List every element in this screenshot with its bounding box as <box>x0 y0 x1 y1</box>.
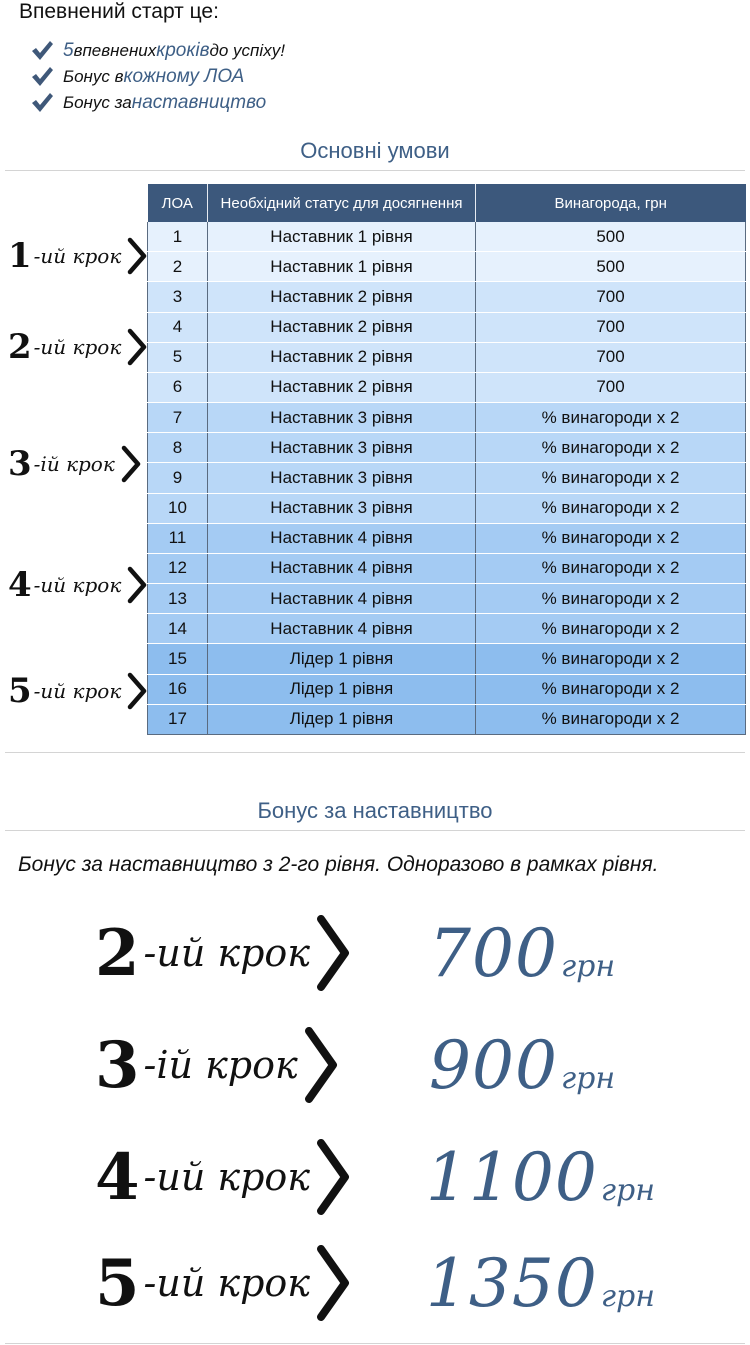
table-row <box>148 614 746 644</box>
checklist-text: Бонус за <box>63 93 132 112</box>
cell-status: Наставник 4 рівня <box>208 614 476 644</box>
cell-reward: 500 <box>476 252 746 282</box>
cell-loa: 14 <box>148 614 208 644</box>
chevron-right-icon <box>127 237 147 275</box>
bonus-amount: 700 <box>429 914 558 992</box>
step-label <box>8 236 147 276</box>
bonus-step-word: -ий крок <box>143 931 310 975</box>
cell-reward: 700 <box>476 372 746 402</box>
bonus-step-word: -ий крок <box>143 1261 310 1305</box>
bonus-step-number: 4 <box>95 1139 140 1215</box>
cell-reward: 700 <box>476 312 746 342</box>
divider <box>5 170 745 171</box>
table-row <box>148 644 746 674</box>
checklist-item <box>30 64 285 90</box>
table-row <box>148 222 746 252</box>
cell-reward: % винагороди х 2 <box>476 463 746 493</box>
cell-status: Наставник 2 рівня <box>208 372 476 402</box>
cell-status: Наставник 1 рівня <box>208 252 476 282</box>
cell-status: Лідер 1 рівня <box>208 674 476 704</box>
bonus-step-number: 2 <box>95 915 140 991</box>
bonus-currency: грн <box>600 1278 655 1314</box>
cell-loa: 16 <box>148 674 208 704</box>
checklist-text: наставництво <box>131 92 267 113</box>
checklist-item <box>30 38 285 64</box>
bonus-currency: грн <box>560 948 616 984</box>
column-header-status: Необхідний статус для досягнення <box>208 184 476 222</box>
step-label <box>8 565 147 605</box>
bonus-step-word: -ий крок <box>143 1155 310 1199</box>
cell-loa: 10 <box>148 493 208 523</box>
table-row <box>148 584 746 614</box>
cell-loa: 15 <box>148 644 208 674</box>
cell-status: Наставник 2 рівня <box>208 312 476 342</box>
cell-reward: % винагороди х 2 <box>476 704 746 734</box>
step-number: 1 <box>8 236 32 276</box>
cell-status: Наставник 1 рівня <box>208 222 476 252</box>
chevron-right-icon <box>304 1025 338 1105</box>
checklist-text: впевнених <box>73 41 157 60</box>
cell-reward: 700 <box>476 342 746 372</box>
chevron-right-icon <box>121 445 141 483</box>
table-row <box>148 312 746 342</box>
checklist-text: кроків <box>156 40 210 61</box>
step-label <box>8 671 147 711</box>
cell-loa: 11 <box>148 523 208 553</box>
step-label <box>8 327 147 367</box>
step-word: -ий крок <box>33 335 122 359</box>
table-row <box>148 493 746 523</box>
cell-status: Наставник 2 рівня <box>208 342 476 372</box>
step-word: -ий крок <box>33 573 122 597</box>
divider <box>5 752 745 753</box>
chevron-right-icon <box>316 913 350 993</box>
cell-loa: 17 <box>148 704 208 734</box>
mentorship-title: Бонус за наставництво <box>257 798 493 823</box>
table-row <box>148 463 746 493</box>
cell-reward: % винагороди х 2 <box>476 644 746 674</box>
conditions-title: Основні умови <box>300 138 450 163</box>
cell-loa: 9 <box>148 463 208 493</box>
cell-reward: % винагороди х 2 <box>476 674 746 704</box>
intro-checklist <box>30 38 285 116</box>
step-word: -ій крок <box>33 452 115 476</box>
step-number: 5 <box>8 671 32 711</box>
bonus-currency: грн <box>560 1060 616 1096</box>
step-word: -ий крок <box>33 244 122 268</box>
chevron-right-icon <box>127 328 147 366</box>
cell-reward: % винагороди х 2 <box>476 523 746 553</box>
divider <box>5 1343 745 1344</box>
cell-status: Наставник 3 рівня <box>208 403 476 433</box>
column-header-loa: ЛОА <box>148 184 208 222</box>
cell-reward: % винагороди х 2 <box>476 433 746 463</box>
cell-loa: 3 <box>148 282 208 312</box>
intro-title: Впевнений старт це: <box>19 0 219 23</box>
checklist-text: до успіху! <box>209 41 285 60</box>
cell-loa: 13 <box>148 584 208 614</box>
cell-loa: 7 <box>148 403 208 433</box>
table-row <box>148 342 746 372</box>
checklist-item <box>30 90 285 116</box>
bonus-amount: 900 <box>429 1026 558 1104</box>
checklist-text: 5 <box>63 40 74 61</box>
cell-status: Наставник 4 рівня <box>208 523 476 553</box>
bonus-row <box>95 908 655 998</box>
step-label <box>8 444 141 484</box>
mentorship-description: Бонус за наставництво з 2-го рівня. Одноразово в рамках рівня. <box>18 853 659 876</box>
cell-loa: 12 <box>148 553 208 583</box>
cell-reward: % винагороди х 2 <box>476 614 746 644</box>
cell-loa: 1 <box>148 222 208 252</box>
cell-status: Наставник 2 рівня <box>208 282 476 312</box>
cell-status: Наставник 3 рівня <box>208 493 476 523</box>
cell-loa: 5 <box>148 342 208 372</box>
chevron-right-icon <box>316 1243 350 1323</box>
cell-loa: 4 <box>148 312 208 342</box>
step-word: -ий крок <box>33 679 122 703</box>
checklist-text: кожному ЛОА <box>123 66 245 87</box>
table-row <box>148 523 746 553</box>
table-header-row <box>148 184 746 222</box>
cell-reward: % винагороди х 2 <box>476 584 746 614</box>
table-row <box>148 704 746 734</box>
table-row <box>148 674 746 704</box>
cell-status: Наставник 4 рівня <box>208 584 476 614</box>
table-body <box>148 222 746 735</box>
cell-loa: 2 <box>148 252 208 282</box>
cell-reward: 500 <box>476 222 746 252</box>
conditions-table <box>147 184 746 735</box>
checkmark-icon <box>30 91 54 115</box>
checkmark-icon <box>30 39 54 63</box>
bonus-row <box>95 1132 655 1222</box>
chevron-right-icon <box>127 672 147 710</box>
table-row <box>148 403 746 433</box>
bonus-amount: 1100 <box>425 1138 598 1216</box>
cell-reward: % винагороди х 2 <box>476 403 746 433</box>
chevron-right-icon <box>316 1137 350 1217</box>
checkmark-icon <box>30 65 54 89</box>
cell-reward: % винагороди х 2 <box>476 493 746 523</box>
cell-reward: 700 <box>476 282 746 312</box>
step-number: 3 <box>8 444 32 484</box>
bonus-row <box>95 1020 655 1110</box>
bonus-step-number: 5 <box>95 1245 140 1321</box>
bonus-step-word: -ій крок <box>143 1043 298 1087</box>
table-row <box>148 553 746 583</box>
cell-status: Наставник 3 рівня <box>208 433 476 463</box>
table-row <box>148 252 746 282</box>
cell-status: Лідер 1 рівня <box>208 644 476 674</box>
cell-loa: 6 <box>148 372 208 402</box>
cell-reward: % винагороди х 2 <box>476 553 746 583</box>
cell-status: Лідер 1 рівня <box>208 704 476 734</box>
checklist-text: Бонус в <box>63 67 124 86</box>
column-header-reward: Винагорода, грн <box>476 184 746 222</box>
bonus-currency: грн <box>600 1172 655 1208</box>
chevron-right-icon <box>127 566 147 604</box>
step-number: 2 <box>8 327 32 367</box>
table-row <box>148 282 746 312</box>
table-row <box>148 433 746 463</box>
divider <box>5 830 745 831</box>
table-row <box>148 372 746 402</box>
step-number: 4 <box>8 565 32 605</box>
bonus-step-number: 3 <box>95 1027 140 1103</box>
cell-status: Наставник 4 рівня <box>208 553 476 583</box>
bonus-amount: 1350 <box>425 1244 598 1322</box>
cell-loa: 8 <box>148 433 208 463</box>
bonus-row <box>95 1238 655 1328</box>
cell-status: Наставник 3 рівня <box>208 463 476 493</box>
